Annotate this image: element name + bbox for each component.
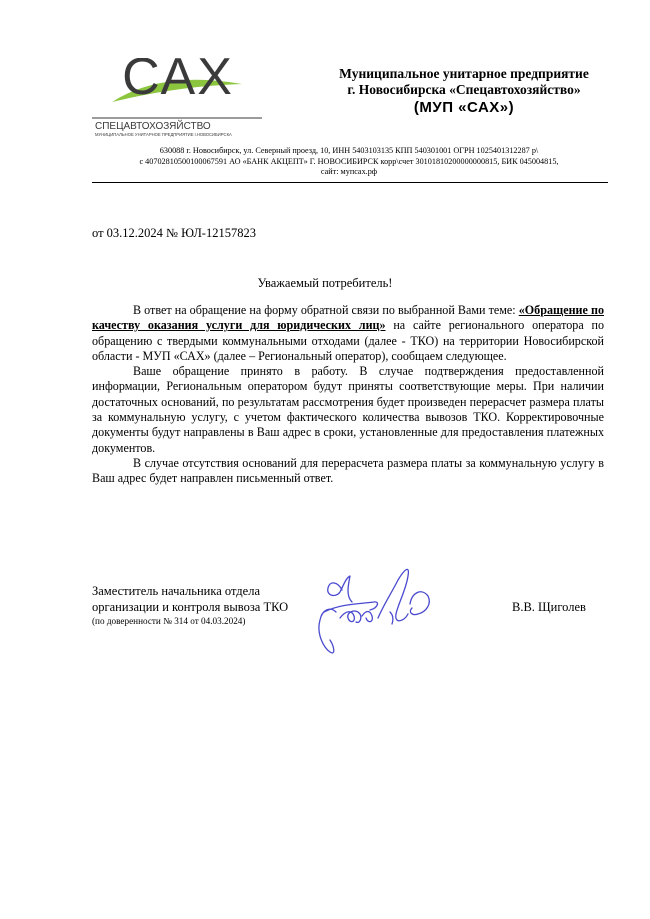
company-logo <box>92 58 264 138</box>
organization-name <box>300 66 628 117</box>
logo-caption: МУНИЦИПАЛЬНОЕ УНИТАРНОЕ ПРЕДПРИЯТИЕ г.НОВОСИБИРСКА <box>95 132 232 137</box>
position-line-2: организации и контроля вывоза ТКО <box>92 599 289 614</box>
org-short-name: (МУП «САХ») <box>413 99 515 116</box>
handwritten-signature <box>300 552 450 664</box>
proxy-note: (по доверенности № 314 от 04.03.2024) <box>92 616 246 626</box>
position-line-1: Заместитель начальника отдела <box>92 584 260 598</box>
requisites-line-3: сайт: мупсах.рф <box>320 167 378 176</box>
logo-subtitle: СПЕЦАВТОХОЗЯЙСТВО <box>95 121 211 132</box>
greeting: Уважаемый потребитель! <box>257 276 393 290</box>
requisites-line-1: 630088 г. Новосибирск, ул. Северный проезд, 10, ИНН 5403103135 КПП 540301001 ОГРН 1025401312287 р\ <box>159 146 539 155</box>
letter-body <box>92 303 604 487</box>
letter-date-number: от 03.12.2024 № ЮЛ-12157823 <box>92 226 256 240</box>
logo-mark: САХ <box>122 58 234 106</box>
org-line-2: г. Новосибирска «Спецавтохозяйство» <box>347 82 581 97</box>
signatory-position <box>92 584 288 627</box>
requisites-line-2: с 40702810500100067591 АО «БАНК АКЦЕПТ» Г. НОВОСИБИРСК корр\счет 30101810200000000815, БИК 045004815, <box>139 156 559 166</box>
paragraph-2: Ваше обращение принято в работу. В случае подтверждения предоставленной информации, Региональным оператором будут приняты соответствующие меры. При наличии достаточных оснований, по результатам рассмотрения будет произведен перерасчет размера платы за коммунальную услугу, с учетом фактического количества вывозов ТКО. Корректировочные документы будут направлены в Ваш адрес в сроки, установленные для предоставления платежных документов. <box>92 364 604 455</box>
letterhead-divider <box>92 182 608 183</box>
company-requisites <box>92 146 606 178</box>
signatory-name: В.В. Щиголев <box>512 600 586 614</box>
paragraph-3: В случае отсутствия оснований для перерасчета размера платы за коммунальную услугу в Ваш адрес будет направлен письменный ответ. <box>92 455 604 486</box>
request-topic: «Обращение по качеству оказания услуги для юридических лиц» <box>92 303 604 333</box>
org-line-1: Муниципальное унитарное предприятие <box>339 66 589 81</box>
paragraph-1: В ответ на обращение на форму обратной связи по выбранной Вами теме: «Обращение по качеству оказания услуги для юридических лиц» на сайте регионального оператора по обращению с твердыми коммунальными отходами (далее - ТКО) на территории Новосибирской области - МУП «САХ» (далее – Региональный оператор), сообщаем следующее. <box>92 303 604 363</box>
